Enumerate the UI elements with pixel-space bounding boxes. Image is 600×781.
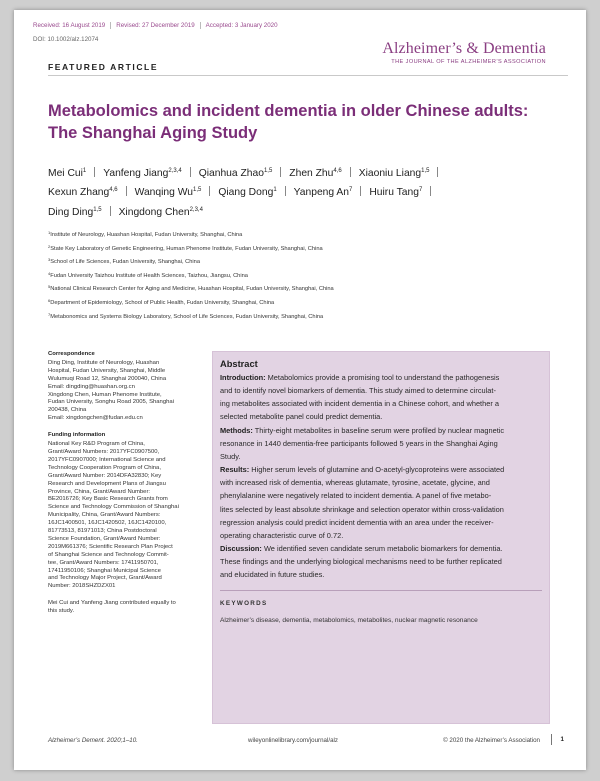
funding-line: Grant/Award Number: 2014DFA32830; Key bbox=[48, 472, 162, 479]
author[interactable]: Xiaoniu Liang$^{1,5}$ bbox=[358, 168, 430, 179]
page-number: 1 bbox=[560, 736, 564, 743]
funding-line: and Technology Major Project, Grant/Award bbox=[48, 575, 162, 582]
affiliation: $^7$Metabonomics and Systems Biology Laboratory, School of Life Sciences, Fudan University, Shanghai, China bbox=[48, 311, 324, 320]
funding-block bbox=[48, 432, 203, 591]
author-separator bbox=[126, 186, 127, 196]
author-list bbox=[48, 164, 548, 222]
funding-line: Municipality, China, Grant/Award Numbers: bbox=[48, 512, 161, 519]
footer-journal-url[interactable]: wileyonlinelibrary.com/journal/alz bbox=[248, 737, 338, 744]
article-dates bbox=[33, 22, 278, 29]
funding-line: Technology Cooperation Program of China, bbox=[48, 464, 161, 471]
correspondence-block bbox=[48, 351, 203, 423]
author[interactable]: Huiru Tang$^7$ bbox=[369, 187, 423, 199]
keywords-list: Alzheimer’s disease, dementia, metabolomics, metabolites, nuclear magnetic resonance bbox=[220, 616, 478, 624]
funding-line: National Key R&D Program of China, bbox=[48, 441, 145, 448]
abstract-methods: Methods: Thirty-eight metabolites in baseline serum were profiled by nuclear magnetic resonance in 1440 dementia-free participants followed 5 years in the Shanghai Aging Study. bbox=[220, 425, 505, 461]
abstract-heading: Abstract bbox=[220, 359, 258, 369]
funding-line: Province, China, Grant/Award Number: bbox=[48, 488, 151, 495]
equal-contribution-note: Mei Cui and Yanfeng Jiang contributed equally to this study. bbox=[48, 600, 176, 615]
article-page bbox=[14, 10, 586, 770]
correspondence-heading: Correspondence bbox=[48, 351, 95, 357]
side-notes bbox=[48, 351, 203, 625]
affiliation: $^2$State Key Laboratory of Genetic Engineering, Human Phenome Institute, Fudan University, Shanghai, China bbox=[48, 243, 323, 252]
funding-line: of Shanghai Science and Technology Commit- bbox=[48, 551, 169, 558]
affiliation: $^6$Department of Epidemiology, School of Public Health, Fudan University, Shanghai, China bbox=[48, 297, 275, 306]
funding-line: 16JC1400501, 16JC1420502, 16JC1420100, bbox=[48, 520, 167, 527]
author-separator bbox=[360, 186, 361, 196]
correspondence-email[interactable]: Email: dingding@huashan.org.cn bbox=[48, 383, 135, 390]
author[interactable]: Yanfeng Jiang$^{2,3,4}$ bbox=[103, 168, 182, 179]
funding-line: 17411950106; Shanghai Municipal Science bbox=[48, 567, 161, 574]
abstract-introduction: Introduction: Metabolomics provide a promising tool to understand the pathogenesis and to identify novel biomarkers of dementia. This study aimed to determine circulat- ing metabolites associated with incident dementia in a Chinese cohort, and whether a selected metabolite panel could predict dementia. bbox=[220, 373, 500, 422]
divider bbox=[200, 22, 201, 29]
article-type-label: FEATURED ARTICLE bbox=[48, 62, 159, 72]
funding-line: Science and Technology Commission of Shanghai bbox=[48, 504, 179, 511]
funding-heading: Funding information bbox=[48, 432, 106, 439]
abstract-discussion: Discussion: We identified seven candidate serum metabolic biomarkers for dementia. These findings and the underlying biological mechanisms need to be further replicated and elucidated in future studies. bbox=[220, 544, 503, 580]
journal-tagline: THE JOURNAL OF THE ALZHEIMER’S ASSOCIATION bbox=[391, 59, 546, 65]
affiliation: $^3$School of Life Sciences, Fudan University, Shanghai, China bbox=[48, 257, 200, 266]
header-rule bbox=[48, 75, 568, 76]
author-separator bbox=[209, 186, 210, 196]
funding-line: Number: 2018SHZDZX01 bbox=[48, 583, 116, 590]
funding-line: Research and Development Plans of Jiangsu bbox=[48, 480, 166, 487]
author-separator bbox=[94, 167, 95, 177]
affiliation-list bbox=[48, 232, 568, 327]
footer-citation: Alzheimer’s Dement. 2020;1–10. bbox=[48, 737, 138, 744]
author-separator bbox=[285, 186, 286, 196]
author-separator bbox=[190, 167, 191, 177]
funding-line: Science Foundation, Grant/Award Number: bbox=[48, 535, 161, 542]
abstract-box bbox=[212, 351, 550, 724]
author-separator bbox=[350, 167, 351, 177]
author-separator bbox=[437, 167, 438, 177]
author-separator bbox=[430, 186, 431, 196]
correspondence-line: Wulumuqi Road 12, Shanghai 200040, China bbox=[48, 375, 167, 382]
doi[interactable]: DOI: 10.1002/alz.12074 bbox=[33, 36, 99, 43]
author[interactable]: Yanpeng An$^7$ bbox=[293, 187, 353, 199]
accepted-date: Accepted: 3 January 2020 bbox=[205, 22, 278, 30]
divider bbox=[551, 734, 552, 745]
funding-line: Grant/Award Numbers: 2017YFC0907500, bbox=[48, 448, 160, 455]
journal-name: Alzheimer’s & Dementia bbox=[382, 40, 546, 57]
author[interactable]: Qiang Dong$^1$ bbox=[218, 187, 277, 199]
footer-copyright: © 2020 the Alzheimer’s Association bbox=[443, 737, 540, 744]
correspondence-line: Hospital, Fudan University, Shanghai, Middle bbox=[48, 367, 166, 374]
author[interactable]: Wanqing Wu$^{1,5}$ bbox=[134, 187, 202, 199]
author[interactable]: Xingdong Chen$^{2,3,4}$ bbox=[118, 206, 203, 218]
funding-line: 81773513, 81971013; China Postdoctoral bbox=[48, 528, 157, 535]
correspondence-line: Xingdong Chen, Human Phenome Institute, bbox=[48, 391, 162, 398]
correspondence-email[interactable]: Email: xingdongchen@fudan.edu.cn bbox=[48, 415, 143, 422]
author-separator bbox=[110, 206, 111, 216]
divider bbox=[110, 22, 111, 29]
affiliation: $^4$Fudan University Taizhou Institute of Health Sciences, Taizhou, Jiangsu, China bbox=[48, 270, 248, 279]
affiliation: $^1$Institute of Neurology, Huashan Hospital, Fudan University, Shanghai, China bbox=[48, 230, 243, 238]
funding-line: BE2016726; Key Basic Research Grants from bbox=[48, 496, 168, 503]
author[interactable]: Kexun Zhang$^{4,6}$ bbox=[48, 187, 118, 199]
author[interactable]: Ding Ding$^{1,5}$ bbox=[48, 206, 102, 218]
article-title: Metabolomics and incident dementia in older Chinese adults: The Shanghai Aging Study bbox=[48, 102, 529, 142]
author[interactable]: Qianhua Zhao$^{1,5}$ bbox=[198, 168, 273, 179]
funding-line: 2017YFC0907000; International Science and bbox=[48, 456, 166, 463]
author[interactable]: Zhen Zhu$^{4,6}$ bbox=[289, 168, 342, 179]
correspondence-line: 200438, China bbox=[48, 407, 87, 414]
keywords-divider bbox=[220, 590, 542, 591]
keywords-heading: KEYWORDS bbox=[220, 599, 268, 607]
abstract-results: Results: Higher serum levels of glutamine and O-acetyl-glycoproteins were associated with increased risk of dementia, whereas glutamate, tyrosine, acetate, glycine, and phenylalanine were negatively related to incident dementia. A panel of five metabo- lites selected by least absolute shrinkage and selection operator within cross-validation regression analysis could predict incident dementia with an area under the receiver- operating characteristic curve of 0.72. bbox=[220, 465, 505, 540]
author[interactable]: Mei Cui$^1$ bbox=[48, 168, 87, 179]
funding-line: tee, Grant/Award Numbers: 17411950701, bbox=[48, 559, 159, 566]
received-date: Received: 16 August 2019 bbox=[33, 22, 106, 30]
journal-logo bbox=[382, 40, 546, 65]
correspondence-line: Fudan University, Songhu Road 2005, Shanghai bbox=[48, 399, 174, 406]
funding-line: 2019M661376; Scientific Research Plan Project bbox=[48, 543, 173, 550]
correspondence-line: Ding Ding, Institute of Neurology, Huashan bbox=[48, 359, 160, 366]
revised-date: Revised: 27 December 2019 bbox=[116, 22, 195, 30]
affiliation: $^5$National Clinical Research Center for Aging and Medicine, Huashan Hospital, Fudan University, Shanghai, China bbox=[48, 284, 334, 293]
author-separator bbox=[280, 167, 281, 177]
